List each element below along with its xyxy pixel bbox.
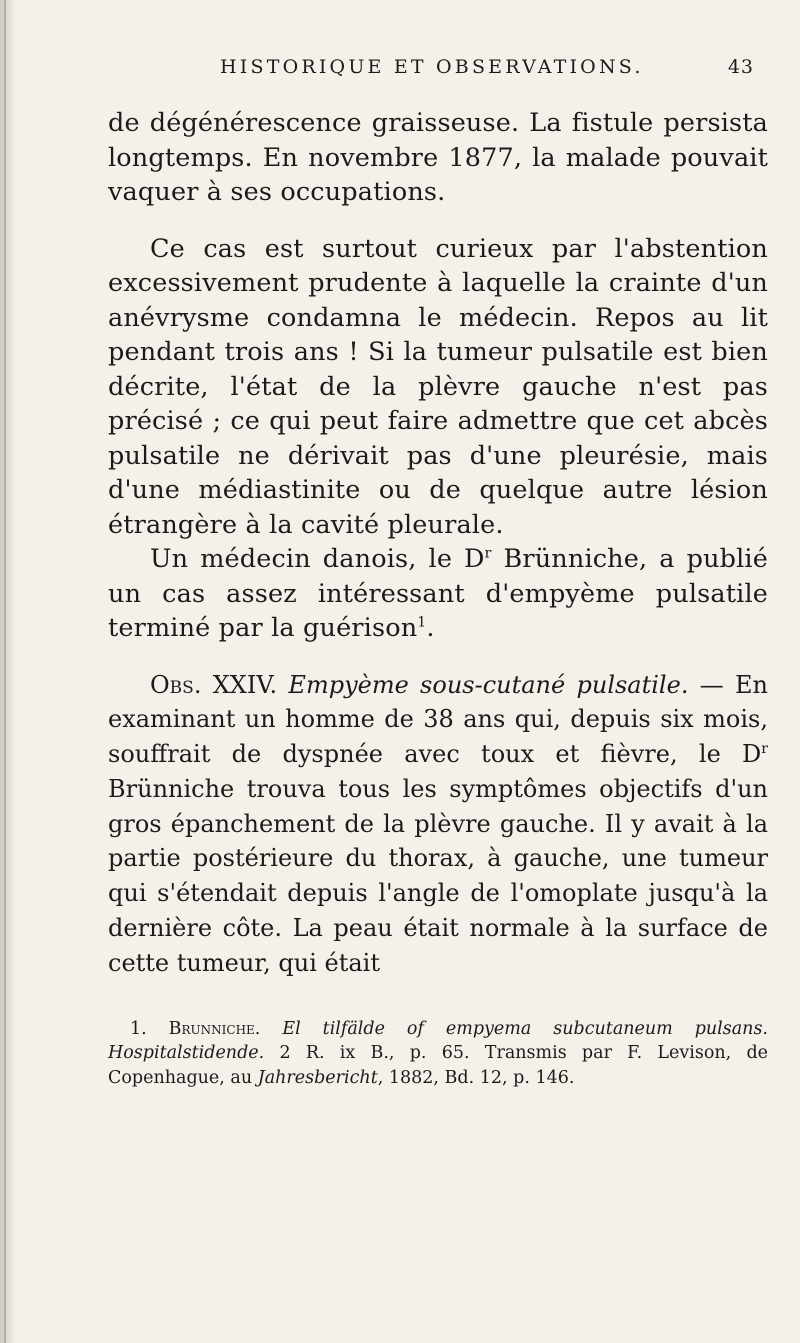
- footnote-ref[interactable]: 1: [417, 614, 427, 631]
- footnote-rest-1: 2 R. ix B., p. 65. Transmis par F. Levison, de Copenhague, au: [108, 1043, 768, 1088]
- footnote-journal: Jahresbericht: [257, 1067, 378, 1088]
- book-page: [108, 56, 768, 1090]
- footnote-number: 1.: [130, 1018, 169, 1039]
- running-title: HISTORIQUE ET OBSERVATIONS.: [220, 56, 644, 78]
- footnotes: [108, 1017, 768, 1091]
- page-number: 43: [727, 56, 754, 78]
- observation-doctor-sup: r: [761, 741, 768, 758]
- paragraph-3-text-b: Brünniche, a publié un cas assez intéressant d'empyème pulsatile terminé par la guérison: [108, 544, 768, 643]
- running-head: [220, 56, 754, 86]
- paragraph-1: de dégénérescence graisseuse. La fistule persista longtemps. En novembre 1877, la malade pouvait vaquer à ses occupations.: [108, 108, 768, 207]
- paragraph-3: [108, 542, 768, 646]
- observation-title: Empyème sous-cutané pulsatile.: [288, 670, 689, 699]
- observation-xxiv: [108, 668, 768, 981]
- paragraph-3-text-a: Un médecin danois, le D: [150, 544, 485, 574]
- paragraph-3-end: .: [426, 613, 435, 643]
- doctor-abbrev-sup: r: [484, 545, 492, 562]
- page-left-edge: [0, 0, 16, 1343]
- observation-text-b: Brünniche trouva tous les symptômes objectifs d'un gros épanchement de la plèvre gauche. Il y avait à la partie postérieure du thorax, à gauche, une tumeur qui s'étendait depuis l'angle de l'omoplate jusqu'à la dernière côte. La peau était normale à la surface de cette tumeur, qui était: [108, 774, 768, 977]
- footnote-1: [108, 1017, 768, 1091]
- footnote-author: Brunniche.: [168, 1018, 261, 1039]
- binding-line: [4, 0, 6, 1343]
- body-text: [108, 106, 768, 646]
- observation-dash: —: [688, 670, 736, 699]
- footnote-title: El tilfälde of empyema subcutaneum pulsans. Hospitalstidende.: [108, 1018, 768, 1064]
- observation-paragraph: [108, 668, 768, 981]
- observation-text-a: En examinant un homme de 38 ans qui, depuis six mois, souffrait de dyspnée avec toux et fièvre, le D: [108, 670, 768, 769]
- observation-label: Obs. XXIV.: [150, 670, 278, 699]
- footnote-rest-2: , 1882, Bd. 12, p. 146.: [377, 1067, 575, 1088]
- paragraph-2: Ce cas est surtout curieux par l'abstention excessivement prudente à laquelle la crainte d'un anévrysme condamna le médecin. Repos au lit pendant trois ans ! Si la tumeur pulsatile est bien décrite, l'état de la plèvre gauche n'est pas précisé ; ce qui peut faire admettre que cet abcès pulsatile ne dérivait pas d'une pleurésie, mais d'une médiastinite ou de quelque autre lésion étrangère à la cavité pleurale.: [108, 233, 768, 540]
